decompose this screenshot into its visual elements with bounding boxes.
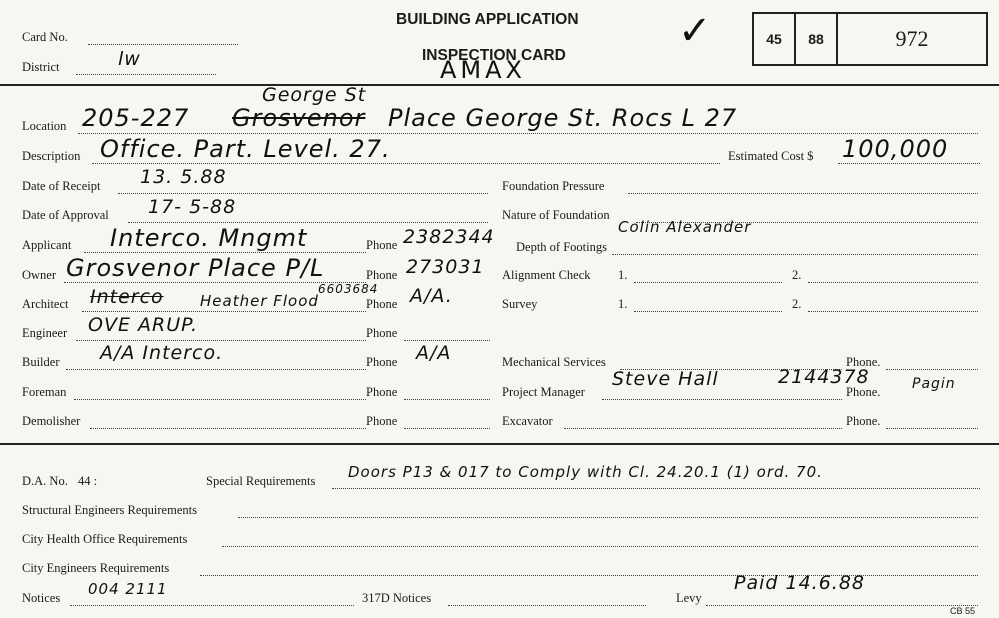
district-value: lw xyxy=(118,48,141,70)
check-mark-icon: ✓ xyxy=(678,8,713,54)
applicant-label: Applicant xyxy=(22,238,72,252)
location-above: George St xyxy=(262,84,367,106)
architect-phone: A/A. xyxy=(410,285,453,307)
location-label: Location xyxy=(22,119,67,133)
location-struck: Grosvenor xyxy=(232,104,366,132)
survey-label: Survey xyxy=(502,297,538,311)
builder-phone: A/A xyxy=(416,342,452,364)
corner-code: CB 55 xyxy=(950,606,976,616)
title-line2: INSPECTION CARD xyxy=(422,47,566,64)
depth-handwritten: Colin Alexander xyxy=(618,218,752,236)
health-line xyxy=(222,546,978,547)
owner-value: Grosvenor Place P/L xyxy=(66,254,325,282)
survey-1-line xyxy=(634,311,782,312)
foundation-pressure-label: Foundation Pressure xyxy=(502,179,605,193)
location-line xyxy=(78,133,978,134)
architect-extra: 6603684 xyxy=(318,282,379,296)
description-label: Description xyxy=(22,149,81,163)
structural-line xyxy=(238,517,978,518)
builder-phone-label: Phone xyxy=(366,355,398,369)
notices-value: 004 2111 xyxy=(88,580,168,598)
mechanical-phone-label: Phone. xyxy=(846,355,881,369)
survey-2-line xyxy=(808,311,978,312)
description-line xyxy=(92,163,720,164)
architect-struck: Interco xyxy=(90,286,164,308)
levy-label: Levy xyxy=(676,591,702,605)
demolisher-phone-line xyxy=(404,428,490,429)
city-engineers-label: City Engineers Requirements xyxy=(22,561,170,575)
alignment-1: 1. xyxy=(618,268,628,282)
engineer-line xyxy=(76,340,366,341)
alignment-1-line xyxy=(634,282,782,283)
estimated-cost-line xyxy=(838,163,980,164)
notices-line xyxy=(70,605,354,606)
estimated-cost-value: 100,000 xyxy=(842,135,949,163)
mechanical-phone-line xyxy=(886,369,978,370)
project-manager-value: Steve Hall xyxy=(612,368,719,390)
notices-label: Notices xyxy=(22,591,61,605)
demolisher-label: Demolisher xyxy=(22,414,81,428)
architect-label: Architect xyxy=(22,297,69,311)
special-requirements-line xyxy=(332,488,980,489)
project-manager-note: Pagin xyxy=(912,376,956,392)
date-approval-value: 17- 5-88 xyxy=(148,196,237,218)
applicant-value: Interco. Mngmt xyxy=(110,224,308,252)
date-receipt-label: Date of Receipt xyxy=(22,179,101,193)
foreman-line xyxy=(74,399,366,400)
box-number: 972 xyxy=(895,26,929,51)
card-no-label: Card No. xyxy=(22,30,68,44)
title-line1: BUILDING APPLICATION xyxy=(396,11,579,28)
nature-foundation-label: Nature of Foundation xyxy=(502,208,610,222)
alignment-2: 2. xyxy=(792,268,802,282)
levy-value: Paid 14.6.88 xyxy=(734,572,866,594)
excavator-line xyxy=(564,428,842,429)
architect-line xyxy=(82,311,366,312)
alignment-2-line xyxy=(808,282,978,283)
district-label: District xyxy=(22,60,60,74)
project-manager-line xyxy=(602,399,842,400)
foreman-phone-label: Phone xyxy=(366,385,398,399)
da-no-value: 44 : xyxy=(78,474,98,488)
divider-middle xyxy=(0,443,999,445)
health-label: City Health Office Requirements xyxy=(22,532,188,546)
excavator-phone-label: Phone. xyxy=(846,414,881,428)
owner-label: Owner xyxy=(22,268,57,282)
builder-line xyxy=(66,369,366,370)
foreman-phone-line xyxy=(404,399,490,400)
box-a: 45 xyxy=(754,14,796,64)
box-b: 88 xyxy=(796,14,838,64)
district-line xyxy=(76,74,216,75)
excavator-phone-line xyxy=(886,428,978,429)
depth-footings-label: Depth of Footings xyxy=(516,240,607,254)
date-approval-line xyxy=(128,222,488,223)
project-manager-phone-label: Phone. xyxy=(846,385,881,399)
owner-phone: 273031 xyxy=(406,256,485,278)
survey-1: 1. xyxy=(618,297,628,311)
special-requirements-value: Doors P13 & 017 to Comply with Cl. 24.20.1 (1) ord. 70. xyxy=(348,463,823,481)
architect-phone-label: Phone xyxy=(366,297,398,311)
amax-stamp: AMAX xyxy=(440,56,526,84)
structural-label: Structural Engineers Requirements xyxy=(22,503,197,517)
card-number-box xyxy=(752,12,988,66)
excavator-label: Excavator xyxy=(502,414,553,428)
date-receipt-value: 13. 5.88 xyxy=(140,166,227,188)
applicant-phone-label: Phone xyxy=(366,238,398,252)
demolisher-line xyxy=(90,428,366,429)
engineer-label: Engineer xyxy=(22,326,68,340)
date-receipt-line xyxy=(118,193,488,194)
da-no-label: D.A. No. xyxy=(22,474,68,488)
depth-footings-line xyxy=(612,254,978,255)
date-approval-label: Date of Approval xyxy=(22,208,109,222)
estimated-cost-label: Estimated Cost $ xyxy=(728,149,814,163)
levy-line xyxy=(706,605,978,606)
builder-label: Builder xyxy=(22,355,60,369)
owner-phone-label: Phone xyxy=(366,268,398,282)
divider-top xyxy=(0,84,999,86)
card-no-line xyxy=(88,44,238,45)
special-requirements-label: Special Requirements xyxy=(206,474,316,488)
demolisher-phone-label: Phone xyxy=(366,414,398,428)
project-manager-label: Project Manager xyxy=(502,385,585,399)
foundation-pressure-line xyxy=(628,193,978,194)
notices-317d-line xyxy=(448,605,646,606)
engineer-value: OVE ARUP. xyxy=(88,314,198,336)
engineer-phone-line xyxy=(404,340,490,341)
architect-value: Heather Flood xyxy=(200,292,319,310)
notices-317d-label: 317D Notices xyxy=(362,591,432,605)
applicant-phone: 2382344 xyxy=(403,226,495,248)
applicant-line xyxy=(84,252,366,253)
mechanical-services-label: Mechanical Services xyxy=(502,355,606,369)
builder-value: A/A Interco. xyxy=(100,342,224,364)
location-rest: Place George St. Rocs L 27 xyxy=(388,104,738,132)
location-prefix: 205-227 xyxy=(82,104,190,132)
survey-2: 2. xyxy=(792,297,802,311)
engineer-phone-label: Phone xyxy=(366,326,398,340)
description-value: Office. Part. Level. 27. xyxy=(100,135,391,163)
project-manager-phone: 2144378 xyxy=(778,366,870,388)
foreman-label: Foreman xyxy=(22,385,67,399)
alignment-check-label: Alignment Check xyxy=(502,268,591,282)
